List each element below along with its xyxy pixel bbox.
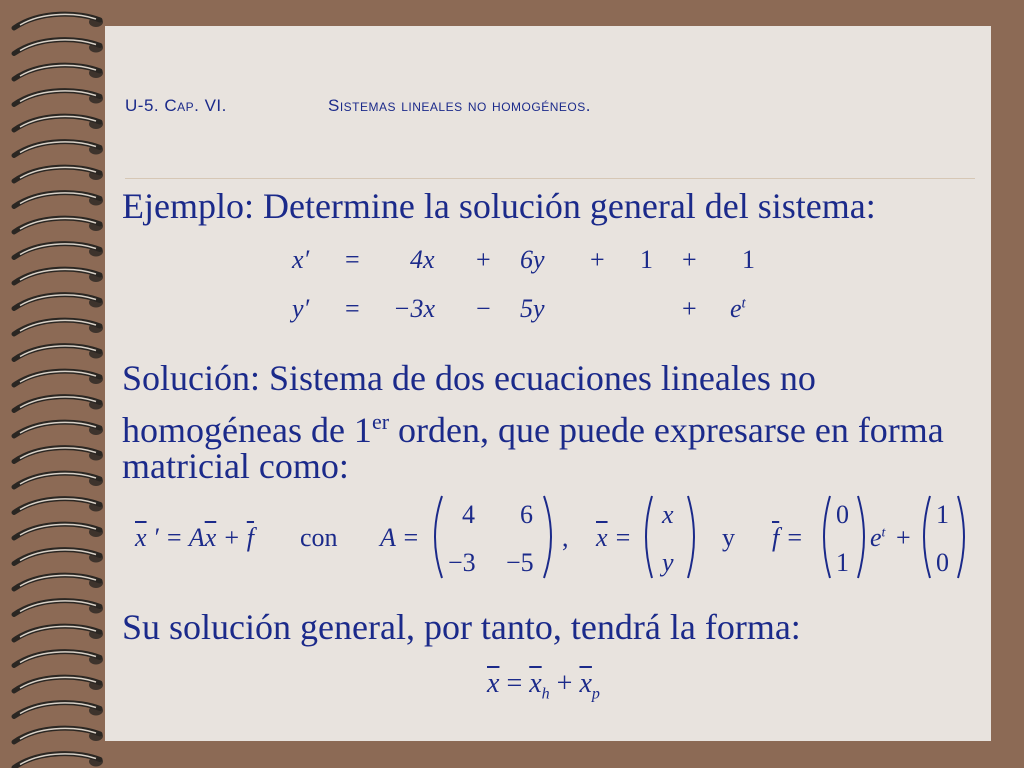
y-word: y <box>722 523 735 552</box>
x-label: $\overline{x}$ = <box>596 523 632 552</box>
eq1-plus-2: + <box>590 245 605 274</box>
f1-2: 1 <box>836 548 849 577</box>
solution-line-2: homogéneas de 1er orden, que puede expresarse en forma <box>122 409 944 450</box>
eq1-term-y: 6y <box>520 245 545 274</box>
header-title: Sistemas lineales no homogéneos. <box>328 96 591 115</box>
comma: , <box>562 523 569 552</box>
eq2-term-y: 5y <box>520 294 545 323</box>
f1-1: 0 <box>836 500 849 529</box>
general-formula: $\overline{x} = \overline{x}_h + \overline{x}_p$ <box>487 668 600 703</box>
eq1-plus-3: + <box>682 245 697 274</box>
eq2-equals: = <box>345 294 360 323</box>
A-22: −5 <box>506 548 534 577</box>
unit-label: U-5. Cap. VI. <box>125 96 227 115</box>
eq1-plus-1: + <box>476 245 491 274</box>
A-12: 6 <box>520 500 533 529</box>
f-plus: + <box>896 523 911 552</box>
eq2-term-x: −3x <box>393 294 436 323</box>
eq1-equals: = <box>345 245 360 274</box>
example-heading: Ejemplo: Determine la solución general del sistema: <box>122 186 876 226</box>
header-divider <box>125 178 975 179</box>
f-label: $\overline{f}$ = <box>772 523 804 552</box>
A-11: 4 <box>462 500 475 529</box>
eq2-minus: − <box>476 294 491 323</box>
f2-1: 1 <box>936 500 949 529</box>
solution-line-3: matricial como: <box>122 446 349 486</box>
general-solution-text: Su solución general, por tanto, tendrá la forma: <box>122 607 801 647</box>
solution-line-1: Solución: Sistema de dos ecuaciones lineales no <box>122 358 816 398</box>
x-vec-2: y <box>662 548 674 577</box>
eq1-const-2: 1 <box>742 245 755 274</box>
eq2-plus: + <box>682 294 697 323</box>
lhs-formula: $\overline{x}$ ′ = $A\overline{x} + \overline{f}$ <box>135 523 255 552</box>
spiral-binding <box>0 0 120 768</box>
eq2-lhs: y′ <box>292 294 310 323</box>
A-label: A = <box>380 523 420 552</box>
con-word: con <box>300 523 338 552</box>
eq1-term-x: 4x <box>410 245 435 274</box>
eq1-lhs: x′ <box>292 245 310 274</box>
eq2-exp: $e^t$ <box>730 294 746 323</box>
x-vec-1: x <box>662 500 674 529</box>
eq1-const-1: 1 <box>640 245 653 274</box>
f2-2: 0 <box>936 548 949 577</box>
f-exp: $e^t$ <box>870 523 886 552</box>
A-21: −3 <box>448 548 476 577</box>
